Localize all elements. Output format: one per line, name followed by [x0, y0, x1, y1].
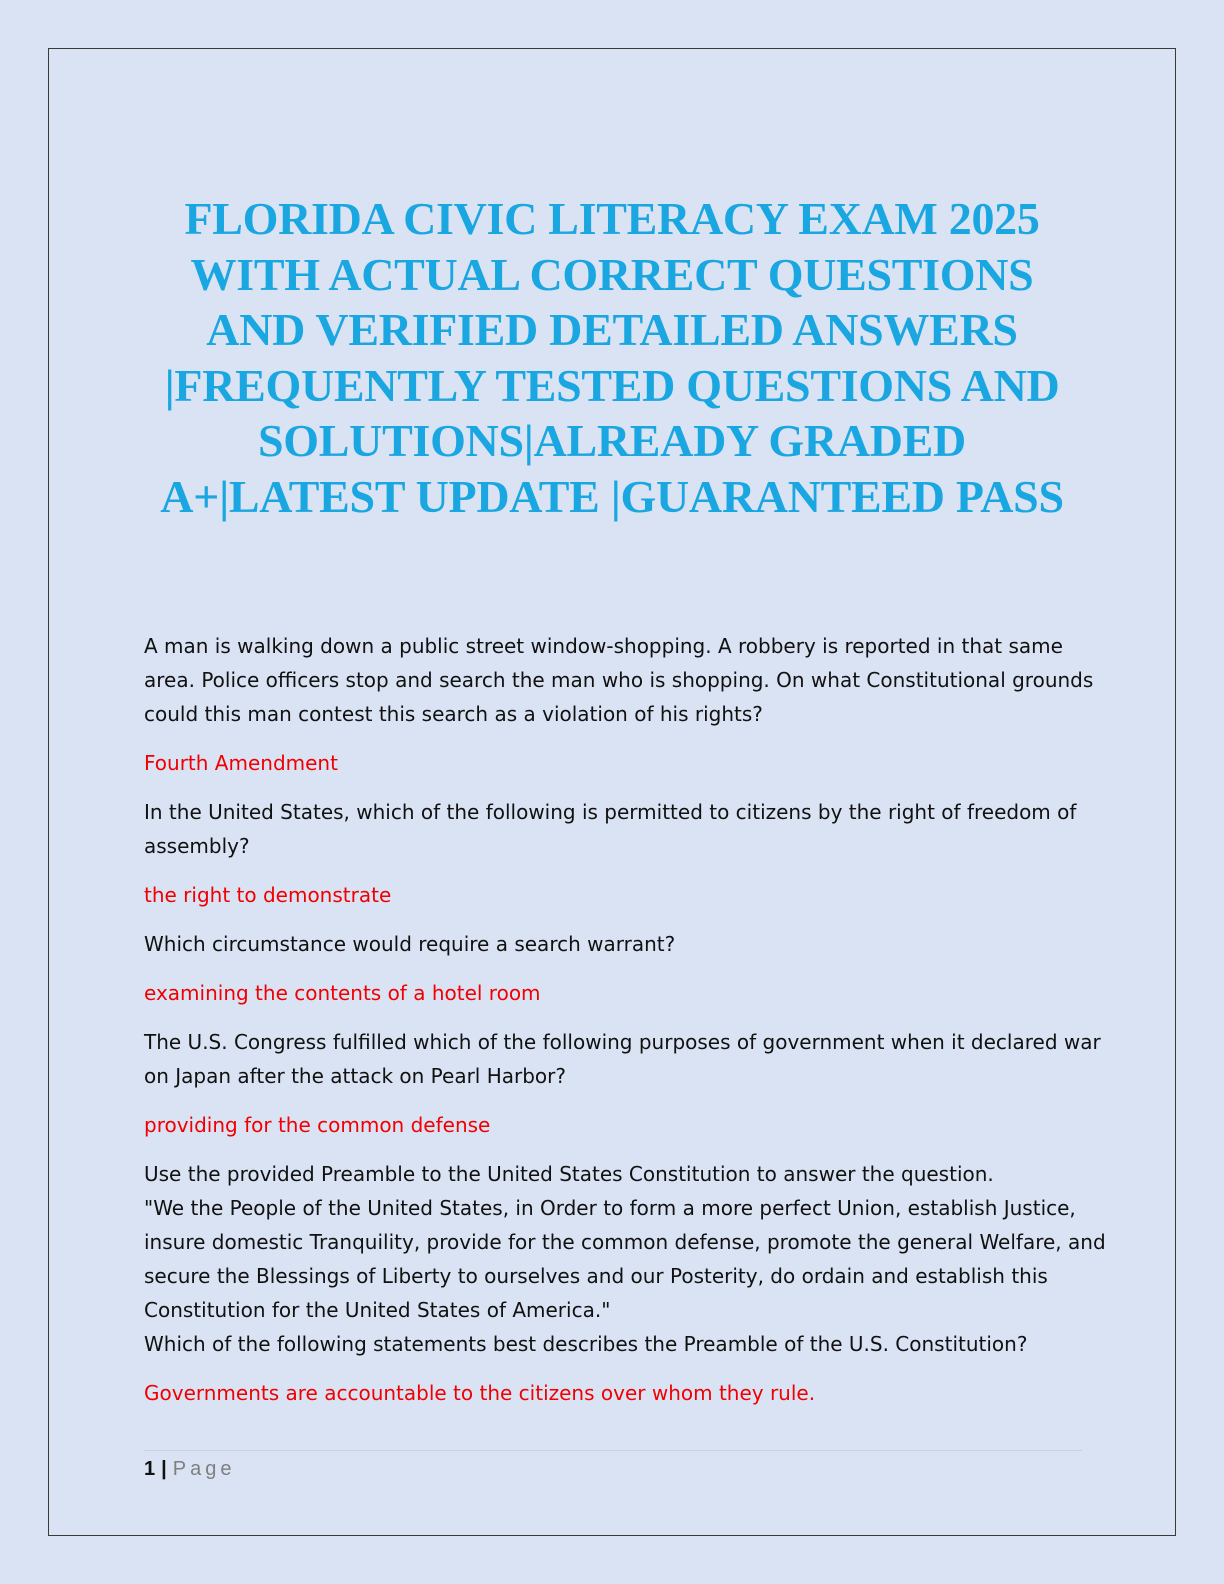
question-line: on Japan after the attack on Pearl Harbor?	[144, 1064, 566, 1088]
answer-3	[144, 976, 1094, 1010]
question-line: In the United States, which of the following is permitted to citizens by the right of freedom of	[144, 800, 1077, 824]
answer-4	[144, 1108, 1094, 1142]
question-line: assembly?	[144, 834, 250, 858]
answer-line: Fourth Amendment	[144, 751, 338, 775]
question-line: area. Police officers stop and search the man who is shopping. On what Constitutional grounds	[144, 668, 1094, 692]
question-line: Which of the following statements best describes the Preamble of the U.S. Constitution?	[144, 1332, 1028, 1356]
question-4	[144, 1025, 1101, 1093]
page-label: Page	[172, 1458, 236, 1480]
answer-2	[144, 878, 1094, 912]
page-number: 1	[144, 1458, 156, 1480]
question-line: insure domestic Tranquility, provide for the common defense, promote the general Welfare, and	[144, 1230, 1106, 1254]
question-line: A man is walking down a public street window-shopping. A robbery is reported in that same	[144, 634, 1063, 658]
title-line: AND VERIFIED DETAILED ANSWERS	[206, 304, 1018, 355]
answer-line: providing for the common defense	[144, 1113, 491, 1137]
question-line: could this man contest this search as a violation of his rights?	[144, 702, 763, 726]
question-line: The U.S. Congress fulfilled which of the following purposes of government when it declared war	[144, 1030, 1101, 1054]
footer-divider	[144, 1450, 1082, 1451]
question-line: Which circumstance would require a search warrant?	[144, 932, 676, 956]
title-line: FLORIDA CIVIC LITERACY EXAM 2025	[184, 193, 1040, 244]
title-line: WITH ACTUAL CORRECT QUESTIONS	[190, 248, 1034, 300]
question-1	[144, 629, 1094, 731]
answer-1	[144, 746, 1094, 780]
title-line: A+|LATEST UPDATE |GUARANTEED PASS	[160, 470, 1064, 522]
answer-line: Governments are accountable to the citizens over whom they rule.	[144, 1381, 816, 1405]
question-2	[144, 795, 1094, 863]
document-title	[100, 191, 1124, 524]
question-3	[144, 927, 1094, 961]
question-line: secure the Blessings of Liberty to ourselves and our Posterity, do ordain and establish this	[144, 1264, 1048, 1288]
answer-line: examining the contents of a hotel room	[144, 981, 541, 1005]
question-line: Use the provided Preamble to the United States Constitution to answer the question.	[144, 1162, 994, 1186]
qa-list	[144, 629, 1106, 1425]
title-line: SOLUTIONS|ALREADY GRADED	[258, 415, 966, 466]
question-5	[144, 1157, 1106, 1361]
question-line: Constitution for the United States of America."	[144, 1298, 611, 1322]
page-separator: |	[161, 1458, 167, 1480]
question-line: "We the People of the United States, in Order to form a more perfect Union, establish Justice,	[144, 1196, 1076, 1220]
answer-5	[144, 1376, 1094, 1410]
title-line: |FREQUENTLY TESTED QUESTIONS AND	[164, 359, 1060, 411]
page-footer	[144, 1455, 235, 1483]
answer-line: the right to demonstrate	[144, 883, 392, 907]
